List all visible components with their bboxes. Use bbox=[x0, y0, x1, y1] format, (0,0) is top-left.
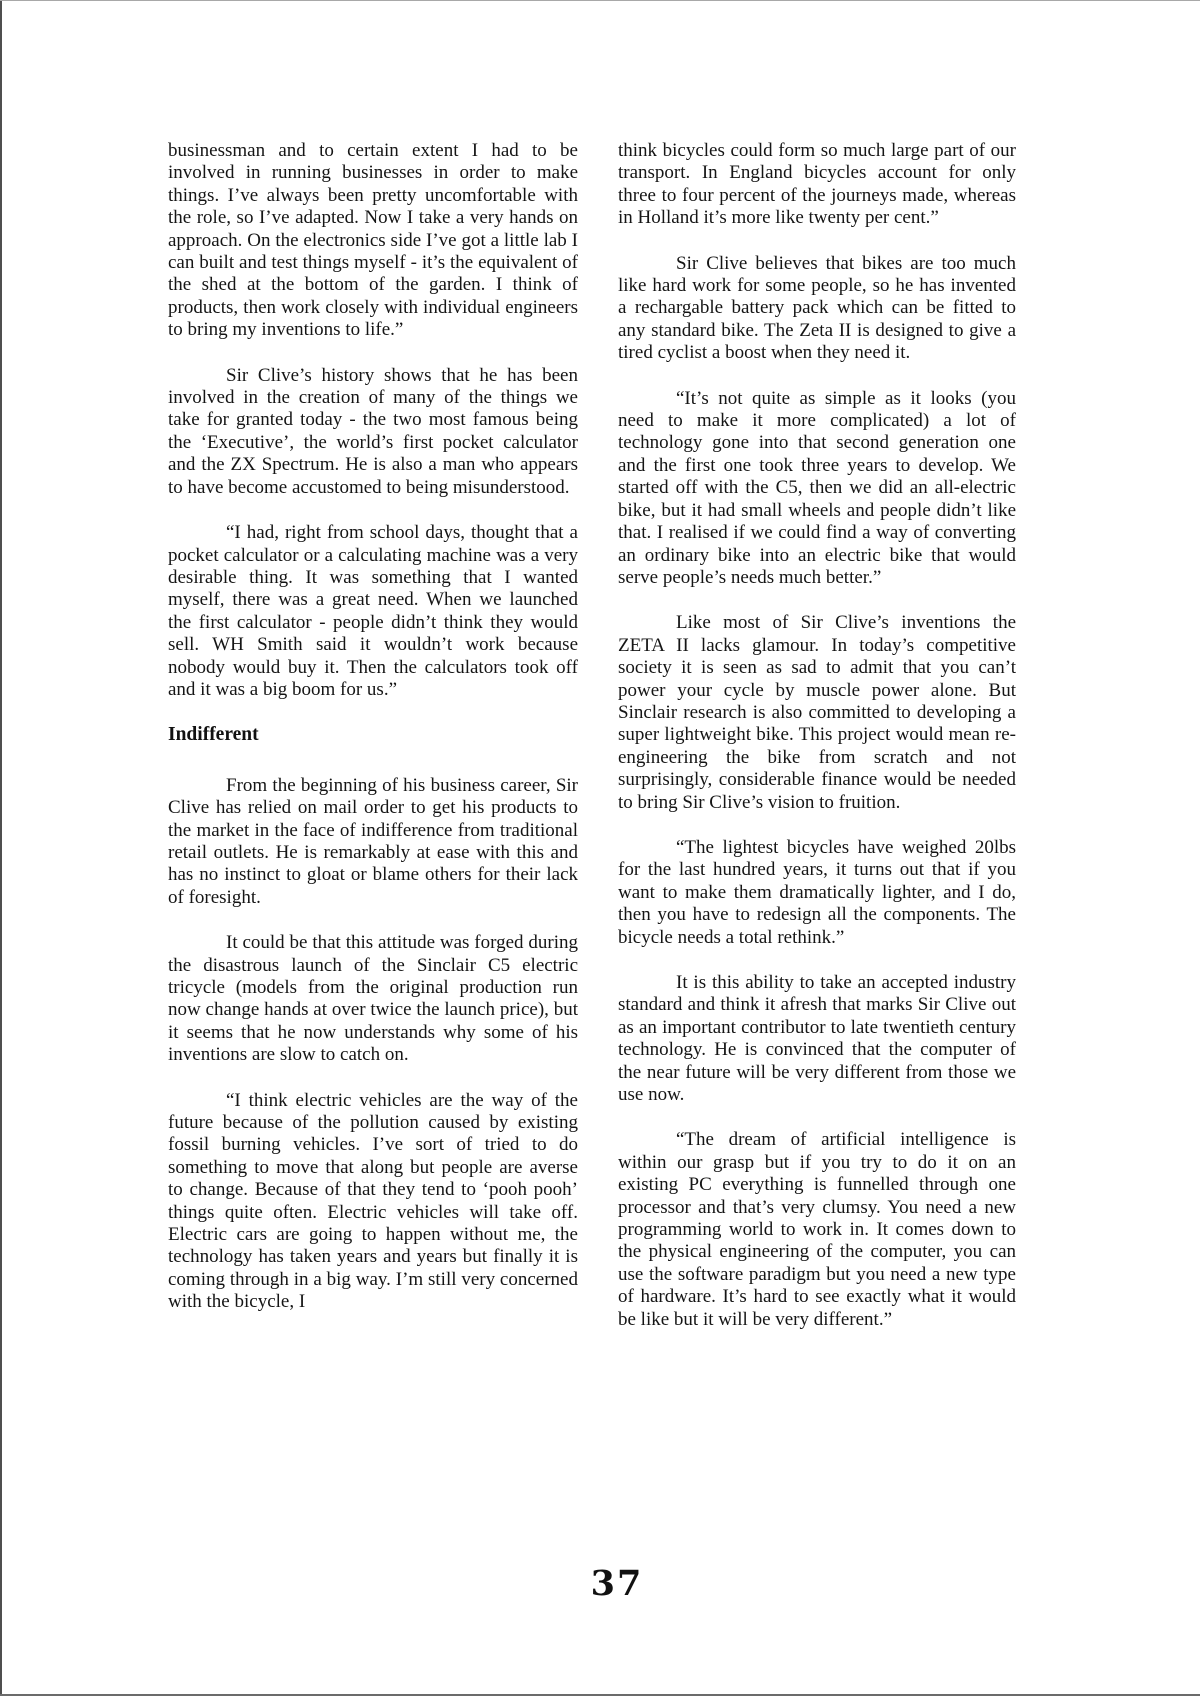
scan-edge-top bbox=[0, 0, 1200, 1]
article-body bbox=[168, 140, 1016, 1354]
paragraph: “It’s not quite as simple as it looks (you need to make it more complicated) a lot of technology gone into that second generation one and the first one took three years to develop. We started off with the C5, then we did an all-electric bike, but it had small wheels and people didn’t like that. I realised if we could find a way of converting an ordinary bike into an electric bike that would serve people’s needs much better.” bbox=[618, 387, 1016, 588]
paragraph: Sir Clive believes that bikes are too much like hard work for some people, so he has invented a rechargable battery pack which can be fitted to any standard bike. The Zeta II is designed to give a tired cyclist a boost when they need it. bbox=[618, 252, 1016, 364]
paragraph: businessman and to certain extent I had to be involved in running businesses in order to make things. I’ve always been pretty uncomfortable with the role, so I’ve adapted. Now I take a very hands on approach. On the electronics side I’ve got a little lab I can built and test things myself - it’s the equivalent of the shed at the bottom of the garden. I think of products, then work closely with individual engineers to bring my inventions to life.” bbox=[168, 140, 578, 341]
left-column bbox=[168, 140, 578, 1354]
paragraph: think bicycles could form so much large part of our transport. In England bicycles account for only three to four percent of the journeys made, whereas in Holland it’s more like twenty per cent.” bbox=[618, 140, 1016, 229]
right-column bbox=[618, 140, 1016, 1354]
paragraph: Like most of Sir Clive’s inventions the ZETA II lacks glamour. In today’s competitive society it is seen as sad to admit that you can’t power your cycle by muscle power alone. But Sinclair research is also committed to developing a super lightweight bike. This project would mean re-engineering the bike from scratch and not surprisingly, considerable finance would be needed to bring Sir Clive’s vision to fruition. bbox=[618, 612, 1016, 813]
paragraph: From the beginning of his business career, Sir Clive has relied on mail order to get his products to the market in the face of indifference from traditional retail outlets. He is remarkably at ease with this and has no instinct to gloat or blame others for their lack of foresight. bbox=[168, 774, 578, 908]
paragraph: “I think electric vehicles are the way of the future because of the pollution caused by existing fossil burning vehicles. I’ve sort of tried to do something to move that along but people are averse to change. Because of that they tend to ‘pooh pooh’ things quite often. Electric vehicles will take off. Electric cars are going to happen without me, the technology has taken years and years but finally it is coming through in a big way. I’m still very concerned with the bicycle, I bbox=[168, 1089, 578, 1313]
section-heading-indifferent: Indifferent bbox=[168, 724, 259, 746]
page-number: 37 bbox=[590, 1563, 644, 1604]
paragraph: “I had, right from school days, thought that a pocket calculator or a calculating machine was a very desirable thing. It was something that I wanted myself, there was a great need. When we launched the first calculator - people didn’t think they would sell. WH Smith said it wouldn’t work because nobody would buy it. Then the calculators took off and it was a big boom for us.” bbox=[168, 522, 578, 700]
paragraph: It is this ability to take an accepted industry standard and think it afresh that marks Sir Clive out as an important contributor to late twentieth century technology. He is convinced that the computer of the near future will be very different from those we use now. bbox=[618, 972, 1016, 1106]
paragraph: Sir Clive’s history shows that he has been involved in the creation of many of the things we take for granted today - the two most famous being the ‘Executive’, the world’s first pocket calculator and the ZX Spectrum. He is also a man who appears to have become accustomed to being misunderstood. bbox=[168, 364, 578, 498]
paragraph: “The dream of artificial intelligence is within our grasp but if you try to do it on an existing PC everything is funnelled through one processor and that’s very clumsy. You need a new programming world to work in. It comes down to the physical engineering of the computer, you can use the software paradigm but you need a new type of hardware. It’s hard to see exactly what it would be like but it will be very different.” bbox=[618, 1129, 1016, 1330]
scan-edge-left bbox=[0, 0, 2, 1696]
paragraph: It could be that this attitude was forged during the disastrous launch of the Sinclair C5 electric tricycle (models from the original production run now change hands at over twice the launch price), but it seems that he now understands why some of his inventions are slow to catch on. bbox=[168, 932, 578, 1066]
paragraph: “The lightest bicycles have weighed 20lbs for the last hundred years, it turns out that if you want to make them dramatically lighter, and I do, then you have to redesign all the components. The bicycle needs a total rethink.” bbox=[618, 836, 1016, 948]
